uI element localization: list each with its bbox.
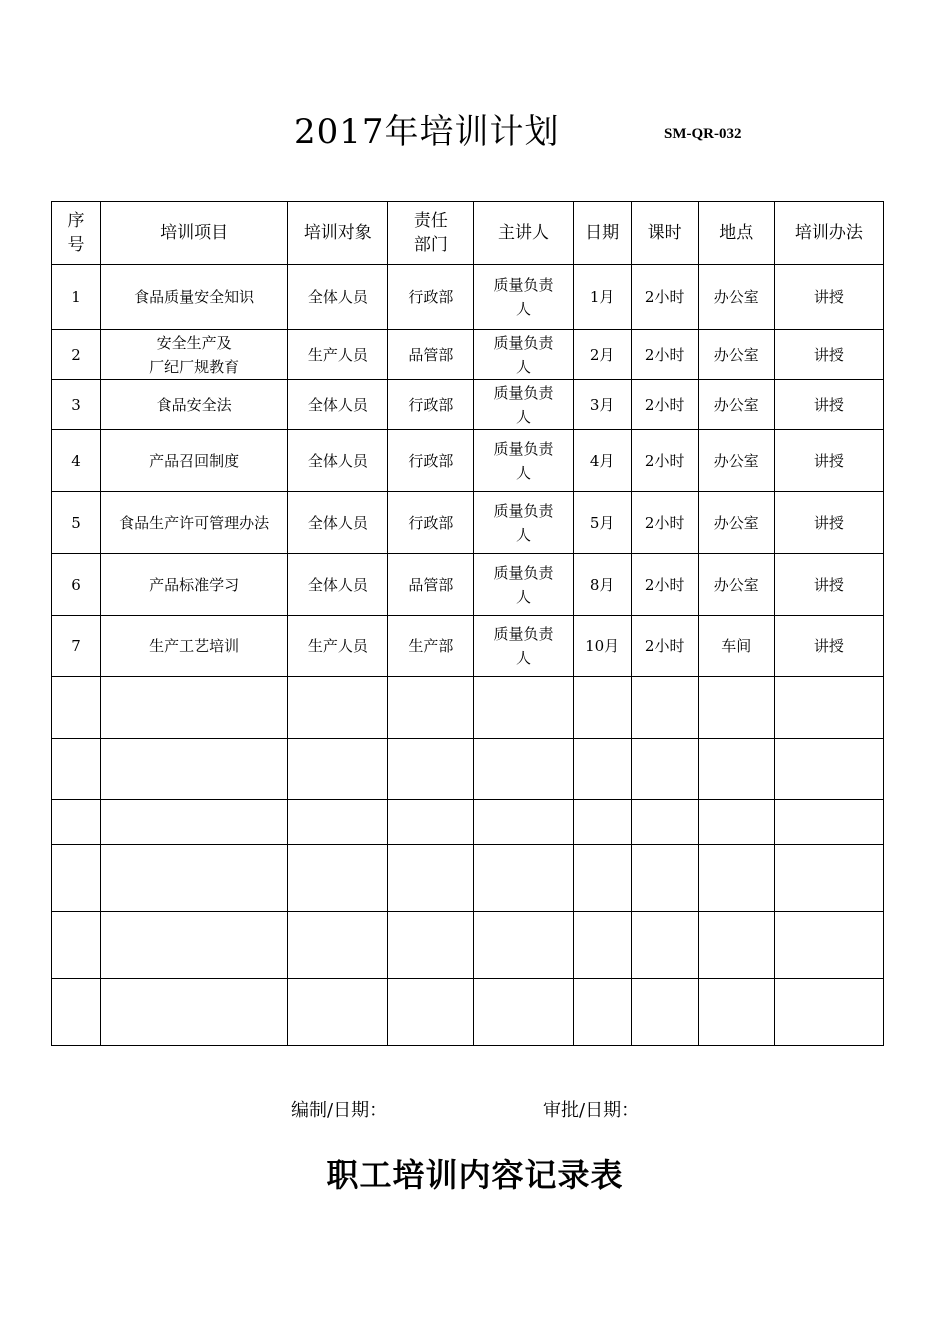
document-title: 2017年培训计划	[294, 112, 560, 152]
cell-place: 办公室	[698, 265, 774, 330]
cell-date: 4月	[573, 430, 631, 492]
cell-speaker: 质量负责 人	[474, 430, 573, 492]
cell-date: 3月	[573, 380, 631, 430]
table-row	[52, 265, 884, 330]
cell-seq: 5	[52, 492, 101, 554]
header-dept: 责任 部门	[388, 202, 474, 265]
training-plan-table	[51, 201, 884, 1046]
cell-dept: 品管部	[388, 330, 474, 380]
approved-by-label: 审批/日期：	[543, 1100, 640, 1121]
table-header-row	[52, 202, 884, 265]
empty-table-row	[52, 845, 884, 912]
cell-audience: 生产人员	[288, 616, 388, 677]
cell-seq: 3	[52, 380, 101, 430]
document-code: SM-QR-032	[664, 126, 742, 142]
cell-place: 办公室	[698, 380, 774, 430]
cell-speaker: 质量负责 人	[474, 380, 573, 430]
cell-hours: 2小时	[631, 554, 698, 616]
cell-seq: 1	[52, 265, 101, 330]
cell-audience: 全体人员	[288, 554, 388, 616]
cell-method: 讲授	[774, 492, 883, 554]
cell-item: 食品质量安全知识	[101, 265, 288, 330]
cell-speaker: 质量负责 人	[474, 616, 573, 677]
cell-audience: 全体人员	[288, 265, 388, 330]
cell-hours: 2小时	[631, 330, 698, 380]
cell-audience: 全体人员	[288, 492, 388, 554]
header-speaker: 主讲人	[474, 202, 573, 265]
cell-method: 讲授	[774, 616, 883, 677]
compiled-by-label: 编制/日期：	[291, 1100, 388, 1121]
table-row	[52, 330, 884, 380]
cell-speaker: 质量负责 人	[474, 330, 573, 380]
cell-dept: 行政部	[388, 492, 474, 554]
cell-audience: 全体人员	[288, 430, 388, 492]
cell-method: 讲授	[774, 554, 883, 616]
cell-seq: 6	[52, 554, 101, 616]
cell-method: 讲授	[774, 380, 883, 430]
cell-place: 办公室	[698, 430, 774, 492]
cell-dept: 生产部	[388, 616, 474, 677]
cell-date: 8月	[573, 554, 631, 616]
cell-dept: 行政部	[388, 430, 474, 492]
section-title: 职工培训内容记录表	[326, 1156, 624, 1194]
cell-dept: 品管部	[388, 554, 474, 616]
header-seq: 序 号	[52, 202, 101, 265]
header-hours: 课时	[631, 202, 698, 265]
cell-dept: 行政部	[388, 265, 474, 330]
cell-speaker: 质量负责 人	[474, 492, 573, 554]
cell-audience: 生产人员	[288, 330, 388, 380]
table-row	[52, 430, 884, 492]
empty-table-row	[52, 800, 884, 845]
cell-place: 办公室	[698, 492, 774, 554]
table-row	[52, 380, 884, 430]
cell-date: 10月	[573, 616, 631, 677]
cell-dept: 行政部	[388, 380, 474, 430]
cell-item: 食品安全法	[101, 380, 288, 430]
cell-place: 车间	[698, 616, 774, 677]
cell-seq: 7	[52, 616, 101, 677]
cell-item: 产品召回制度	[101, 430, 288, 492]
header-date: 日期	[573, 202, 631, 265]
cell-seq: 4	[52, 430, 101, 492]
cell-speaker: 质量负责 人	[474, 554, 573, 616]
cell-hours: 2小时	[631, 430, 698, 492]
cell-date: 2月	[573, 330, 631, 380]
cell-seq: 2	[52, 330, 101, 380]
cell-item: 产品标准学习	[101, 554, 288, 616]
empty-table-row	[52, 739, 884, 800]
cell-hours: 2小时	[631, 380, 698, 430]
cell-speaker: 质量负责 人	[474, 265, 573, 330]
cell-date: 1月	[573, 265, 631, 330]
header-place: 地点	[698, 202, 774, 265]
cell-place: 办公室	[698, 330, 774, 380]
empty-table-row	[52, 979, 884, 1046]
cell-hours: 2小时	[631, 492, 698, 554]
empty-table-row	[52, 677, 884, 739]
cell-item: 食品生产许可管理办法	[101, 492, 288, 554]
header-audience: 培训对象	[288, 202, 388, 265]
cell-place: 办公室	[698, 554, 774, 616]
header-item: 培训项目	[101, 202, 288, 265]
header-method: 培训办法	[774, 202, 883, 265]
cell-item: 生产工艺培训	[101, 616, 288, 677]
empty-table-row	[52, 912, 884, 979]
table-row	[52, 554, 884, 616]
table-row	[52, 492, 884, 554]
cell-hours: 2小时	[631, 616, 698, 677]
cell-item: 安全生产及 厂纪厂规教育	[101, 330, 288, 380]
table-body	[52, 265, 884, 1046]
cell-method: 讲授	[774, 330, 883, 380]
table-row	[52, 616, 884, 677]
cell-method: 讲授	[774, 430, 883, 492]
cell-method: 讲授	[774, 265, 883, 330]
cell-date: 5月	[573, 492, 631, 554]
cell-hours: 2小时	[631, 265, 698, 330]
cell-audience: 全体人员	[288, 380, 388, 430]
